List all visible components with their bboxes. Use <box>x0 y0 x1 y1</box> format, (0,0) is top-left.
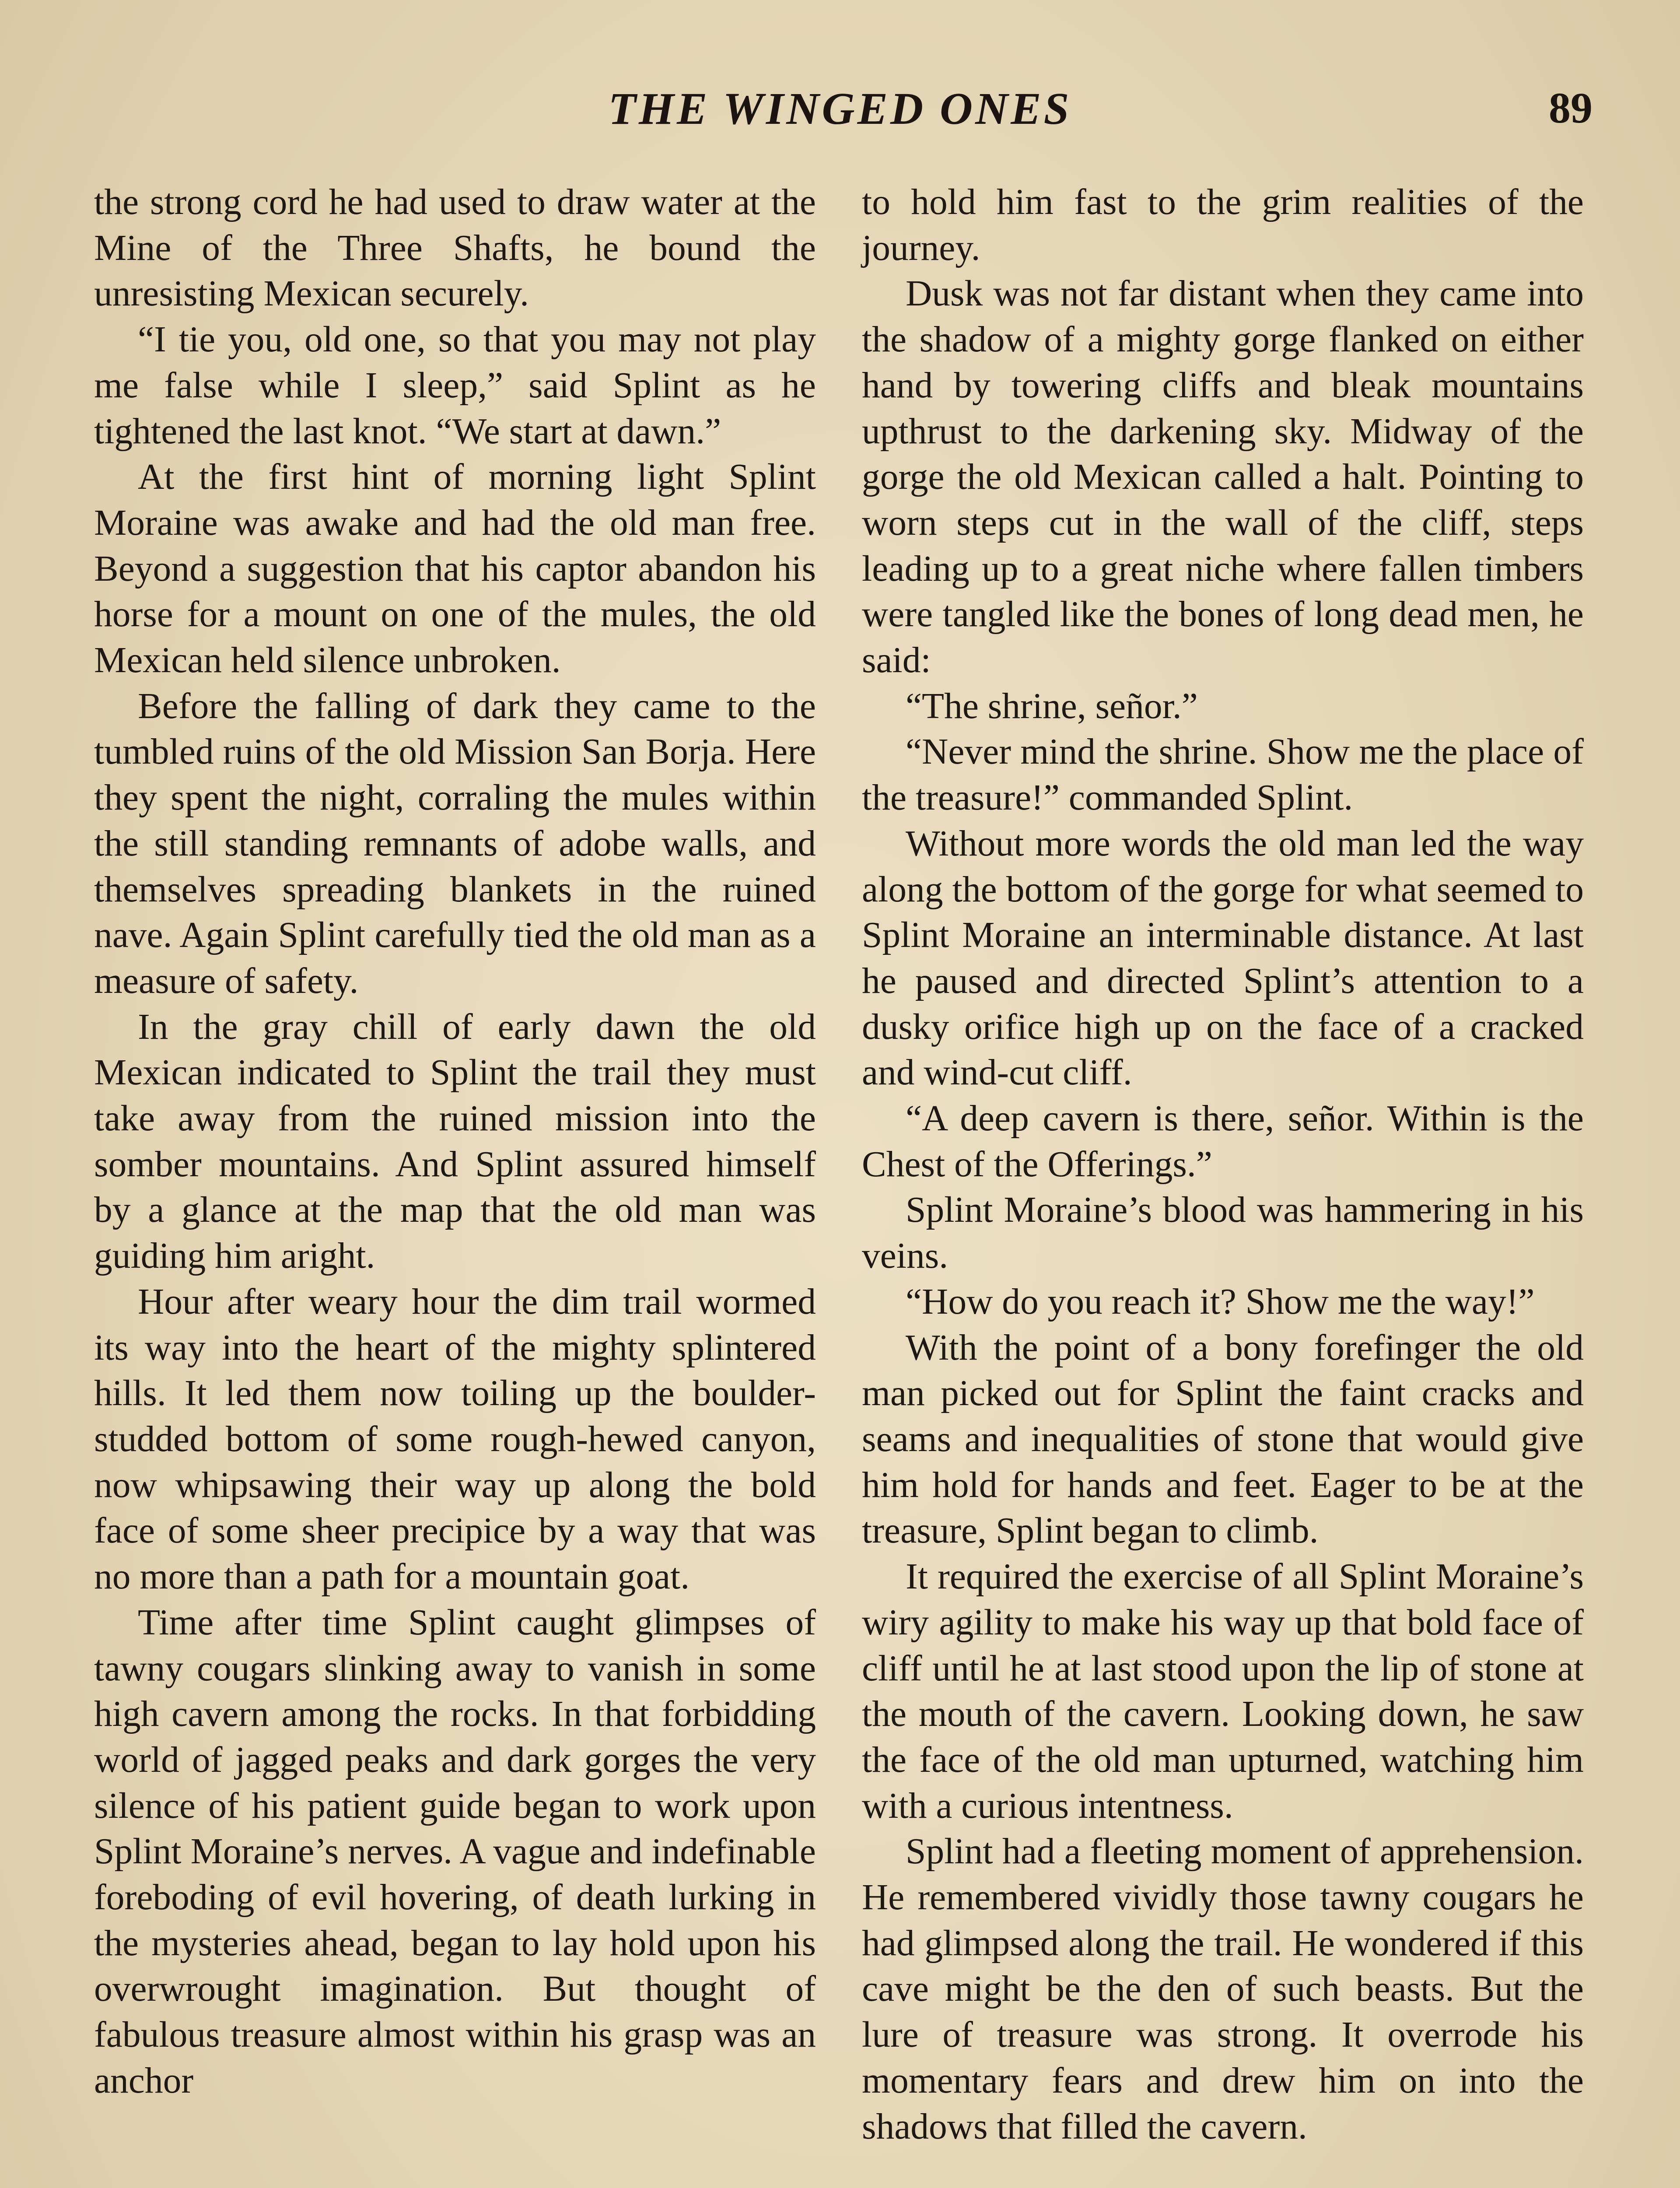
paragraph: the strong cord he had used to draw water at the Mine of the Three Shafts, he bound the unresisting Mexican securely. <box>94 182 816 314</box>
paragraph: Dusk was not far distant when they came into the shadow of a mighty gorge flanked on either hand by towering cliffs and bleak mountains upthrust to the darkening sky. Midway of the gorge the old Mexican called a halt. Pointing to worn steps cut in the wall of the cliff, steps leading up to a great niche where fallen timbers were tangled like the bones of long dead men, he said: <box>862 274 1584 681</box>
paragraph: “Never mind the shrine. Show me the place of the treasure!” commanded Splint. <box>862 732 1584 818</box>
paragraph: Time after time Splint caught glimpses of tawny cougars slinking away to vanish in some high cavern among the rocks. In that forbidding world of jagged peaks and dark gorges the very silence of his patient guide began to work upon Splint Moraine’s nerves. A vague and indefinable foreboding of evil hovering, of death lurking in the mysteries ahead, began to lay hold upon his overwrought imagination. But thought of fabulous treasure almost within his grasp was an anchor <box>94 1602 816 2101</box>
paragraph: Hour after weary hour the dim trail wormed its way into the heart of the mighty splintered hills. It led them now toiling up the boulder-studded bottom of some rough-hewed canyon, now whipsawing their way up along the bold face of some sheer precipice by a way that was no more than a path for a mountain goat. <box>94 1281 816 1597</box>
paragraph: “How do you reach it? Show me the way!” <box>906 1281 1535 1322</box>
running-title: THE WINGED ONES <box>608 84 1072 134</box>
right-column <box>862 179 1584 2149</box>
paragraph: “The shrine, señor.” <box>906 686 1198 726</box>
page-number: 89 <box>1549 84 1592 132</box>
paragraph: Splint had a fleeting moment of apprehension. He remembered vividly those tawny cougars he had glimpsed along the trail. He wondered if this cave might be the den of such beasts. But the lure of treasure was strong. It overrode his momentary fears and drew him on into the shadows that filled the cavern. <box>862 1831 1584 2147</box>
paragraph: With the point of a bony forefinger the old man picked out for Splint the faint cracks and seams and inequalities of stone that would give him hold for hands and feet. Eager to be at the treasure, Splint began to climb. <box>862 1327 1584 1551</box>
paragraph: “I tie you, old one, so that you may not play me false while I sleep,” said Splint as he tightened the last knot. “We start at dawn.” <box>94 319 816 452</box>
paragraph: In the gray chill of early dawn the old Mexican indicated to Splint the trail they must take away from the ruined mission into the somber mountains. And Splint assured himself by a glance at the map that the old man was guiding him aright. <box>94 1006 816 1276</box>
paragraph: “A deep cavern is there, señor. Within is the Chest of the Offerings.” <box>862 1098 1584 1185</box>
paragraph: Without more words the old man led the way along the bottom of the gorge for what seemed to Splint Moraine an interminable distance. At last he paused and directed Splint’s attention to a dusky orifice high up on the face of a cracked and wind-cut cliff. <box>862 823 1584 1093</box>
page-header <box>0 77 1680 142</box>
paragraph: At the first hint of morning light Splint Moraine was awake and had the old man free. Beyond a suggestion that his captor abandon his horse for a mount on one of the mules, the old Mexican held silence unbroken. <box>94 457 816 681</box>
paragraph: It required the exercise of all Splint Moraine’s wiry agility to make his way up that bold face of cliff until he at last stood upon the lip of stone at the mouth of the cavern. Looking down, he saw the face of the old man upturned, watching him with a curious intentness. <box>862 1557 1584 1826</box>
paragraph: Before the falling of dark they came to the tumbled ruins of the old Mission San Borja. Here they spent the night, corraling the mules within the still standing remnants of adobe walls, and themselves spreading blankets in the ruined nave. Again Splint carefully tied the old man as a measure of safety. <box>94 686 816 1001</box>
left-column <box>94 179 816 2104</box>
paragraph: to hold him fast to the grim realities of the journey. <box>862 182 1584 268</box>
paragraph: Splint Moraine’s blood was hammering in his veins. <box>862 1190 1584 1276</box>
